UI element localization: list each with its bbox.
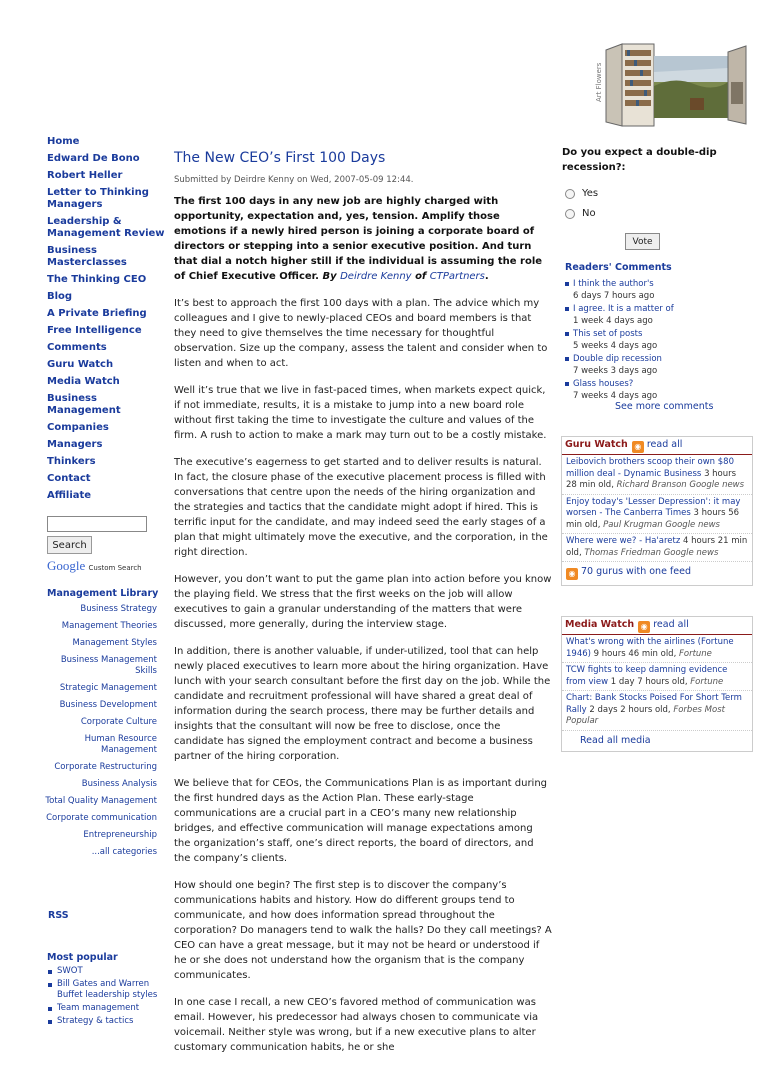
article-paragraph: In addition, there is another valuable, if under-utilized, tool that can help newly placed executives to learn more about the hiring organization. Have lunch with your search consultant before the first day on the job. While the candidate and recruitment professional will have shared a great deal of information during the search process, there may be further details and insights that the consultant will now be free to disclose, once the candidate has signed the employment contract and become a business partner of the hiring corporation. bbox=[174, 646, 551, 762]
media-watch-header bbox=[562, 617, 752, 635]
library-item[interactable]: Management Theories bbox=[61, 621, 157, 631]
media-watch-title: Media Watch bbox=[565, 619, 635, 630]
library-item[interactable]: Strategic Management bbox=[59, 683, 157, 693]
comment-link[interactable]: This set of posts bbox=[573, 329, 643, 339]
article-paragraph: It’s best to approach the first 100 days with a plan. The advice which my colleagues and I give to newly-placed CEOs and board members is that they need to give themselves the time necessary for thoughtful observation. Size up the company, assess the talent and consider when to listen and when to act. bbox=[174, 298, 548, 369]
most-popular-item[interactable]: Bill Gates and Warren Buffet leadership styles bbox=[47, 979, 167, 1001]
library-item[interactable]: Management Styles bbox=[72, 638, 157, 648]
nav-business-masterclasses[interactable]: Business Masterclasses bbox=[47, 245, 127, 268]
gurus-feed-link[interactable]: 70 gurus with one feed bbox=[581, 566, 691, 577]
lead-of: of bbox=[415, 271, 427, 282]
readers-comments-title: Readers' Comments bbox=[565, 262, 672, 273]
guru-item-source: Paul Krugman Google news bbox=[603, 519, 720, 530]
custom-search-label: Custom Search bbox=[88, 564, 142, 572]
nav-thinkers[interactable]: Thinkers bbox=[47, 456, 96, 467]
guru-item-link[interactable]: Where were we? - Ha'aretz bbox=[566, 536, 681, 546]
article-paragraph: In one case I recall, a new CEO’s favored method of communication was email. However, his predecessor had always chosen to communicate via voicemail. Neither style was wrong, but if a new executive plans to alter customary communication habits, he or she bbox=[174, 997, 539, 1053]
article-byline: Submitted by Deirdre Kenny on Wed, 2007-05-09 12:44. bbox=[174, 175, 414, 185]
nav-private-briefing[interactable]: A Private Briefing bbox=[47, 308, 147, 319]
search-input[interactable] bbox=[47, 516, 147, 532]
guru-watch-box bbox=[561, 436, 753, 586]
library-item[interactable]: Corporate Restructuring bbox=[54, 762, 157, 772]
poll-radio-yes[interactable] bbox=[565, 189, 575, 199]
left-navigation bbox=[47, 136, 165, 507]
nav-letter-to-thinking-managers[interactable]: Letter to Thinking Managers bbox=[47, 187, 149, 210]
comment-item bbox=[563, 278, 753, 302]
library-item[interactable]: Business Development bbox=[59, 700, 157, 710]
nav-robert-heller[interactable]: Robert Heller bbox=[47, 170, 123, 181]
media-item bbox=[562, 663, 752, 691]
comment-link[interactable]: I agree. It is a matter of bbox=[573, 304, 674, 314]
rss-icon[interactable]: ◉ bbox=[566, 568, 578, 580]
media-item-source: Fortune bbox=[678, 648, 712, 659]
google-logo: Google bbox=[47, 558, 86, 573]
comment-item bbox=[563, 353, 753, 377]
library-item[interactable]: Entrepreneurship bbox=[83, 830, 157, 840]
article-title[interactable]: The New CEO’s First 100 Days bbox=[174, 150, 386, 166]
management-library-title[interactable]: Management Library bbox=[47, 588, 159, 599]
article-lead bbox=[174, 194, 552, 284]
nav-business-management[interactable]: Business Management bbox=[47, 393, 121, 416]
comment-link[interactable]: I think the author's bbox=[573, 279, 654, 289]
art-caption: Art Flowers bbox=[595, 62, 603, 102]
guru-item bbox=[562, 495, 752, 535]
guru-item-meta: 4 hours 21 min old, bbox=[566, 536, 748, 558]
comment-age: 7 weeks 4 days ago bbox=[573, 391, 658, 401]
article-paragraph: We believe that for CEOs, the Communications Plan is as important during the first hundred days as the Action Plan. These early-stage communications are a crucial part in a CEO’s many new relationship bridges, and effective communication will manage expectations among the organization’s staff, one’s direct reports, the board of directors, and the company’s clients. bbox=[174, 778, 548, 864]
media-item-source: Fortune bbox=[690, 676, 724, 687]
see-more-comments-link[interactable]: See more comments bbox=[615, 401, 714, 412]
lead-end: . bbox=[484, 271, 489, 282]
guru-item-meta: 3 hours 56 min old, bbox=[566, 508, 740, 530]
library-item[interactable]: Corporate communication bbox=[46, 813, 157, 823]
nav-comments[interactable]: Comments bbox=[47, 342, 107, 353]
nav-media-watch[interactable]: Media Watch bbox=[47, 376, 120, 387]
most-popular-title: Most popular bbox=[47, 952, 118, 963]
rss-icon[interactable]: ◉ bbox=[638, 621, 650, 633]
lead-text: The first 100 days in any new job are highly charged with opportunity, expectation and, yes, tension. Amplify those emotions if a newly hired person is joining a corporate board of directors or stepping into a senior executive position. And turn that dial a notch higher still if the individual is assuming the role of Chief Executive Officer. bbox=[174, 196, 543, 282]
guru-footer bbox=[562, 562, 752, 585]
media-item-source: Forbes Most Popular bbox=[566, 704, 725, 726]
article-paragraph: However, you don’t want to put the game plan into action before you know the playing field. We stress that the first weeks on the job will allow executives to gain a granular understanding of the matters that were discussed, more generally, during the interview stage. bbox=[174, 574, 552, 630]
nav-affiliate[interactable]: Affiliate bbox=[47, 490, 92, 501]
media-item-meta: 2 days 2 hours old, bbox=[589, 704, 671, 715]
media-watch-box bbox=[561, 616, 753, 752]
comment-item bbox=[563, 378, 753, 402]
rss-icon[interactable]: ◉ bbox=[632, 441, 644, 453]
article-paragraph: Well it’s true that we live in fast-paced times, when markets expect quick, if not immediate, results, it is a mistake to jump into a new board role without first taking the time to investigate the culture and values of the firm. A rush to action to make a mark may turn out to be a costly mistake. bbox=[174, 385, 547, 441]
art-illustration bbox=[594, 42, 752, 128]
media-footer bbox=[562, 731, 752, 751]
vote-button[interactable]: Vote bbox=[625, 233, 660, 250]
poll-option-yes[interactable]: Yes bbox=[582, 188, 599, 199]
comment-age: 7 weeks 3 days ago bbox=[573, 366, 658, 376]
nav-companies[interactable]: Companies bbox=[47, 422, 109, 433]
library-item[interactable]: ...all categories bbox=[91, 847, 157, 857]
lead-by: By bbox=[322, 271, 337, 282]
most-popular-list bbox=[47, 966, 167, 1029]
guru-item-source: Thomas Friedman Google news bbox=[584, 547, 719, 558]
comment-link[interactable]: Double dip recession bbox=[573, 354, 662, 364]
comment-age: 1 week 4 days ago bbox=[573, 316, 653, 326]
guru-item-meta: 3 hours 28 min old, bbox=[566, 468, 737, 490]
poll-question: Do you expect a double-dip recession?: bbox=[562, 147, 717, 173]
guru-item-link[interactable]: Leibovich brothers scoop their own $80 million deal - Dynamic Business bbox=[566, 457, 734, 479]
nav-free-intelligence[interactable]: Free Intelligence bbox=[47, 325, 142, 336]
rss-link[interactable]: RSS bbox=[48, 910, 69, 921]
nav-home[interactable]: Home bbox=[47, 136, 80, 147]
management-library-list bbox=[40, 604, 157, 864]
guru-item bbox=[562, 455, 752, 495]
media-item bbox=[562, 691, 752, 731]
media-item-link[interactable]: TCW fights to keep damning evidence from view bbox=[566, 665, 728, 687]
media-item-link[interactable]: Chart: Bank Stocks Poised For Short Term Rally bbox=[566, 693, 742, 715]
library-item[interactable]: Business Management Skills bbox=[60, 655, 157, 676]
guru-item bbox=[562, 534, 752, 562]
library-item[interactable]: Total Quality Management bbox=[45, 796, 157, 806]
comment-age: 5 weeks 4 days ago bbox=[573, 341, 658, 351]
comment-item bbox=[563, 328, 753, 352]
media-item-meta: 9 hours 46 min old, bbox=[593, 648, 677, 659]
search-button[interactable]: Search bbox=[47, 536, 92, 554]
readers-comments-list bbox=[563, 278, 753, 403]
nav-edward-de-bono[interactable]: Edward De Bono bbox=[47, 153, 140, 164]
poll-option-no[interactable]: No bbox=[582, 208, 596, 219]
library-item[interactable]: Corporate Culture bbox=[80, 717, 157, 727]
comment-item bbox=[563, 303, 753, 327]
comment-link[interactable]: Glass houses? bbox=[573, 379, 634, 389]
media-watch-read-all[interactable]: read all bbox=[653, 619, 689, 630]
library-item[interactable]: Human Resource Management bbox=[84, 734, 157, 755]
author-link[interactable]: Deirdre Kenny bbox=[340, 271, 412, 282]
google-custom-search-logo bbox=[47, 558, 142, 574]
nav-blog[interactable]: Blog bbox=[47, 291, 73, 302]
guru-watch-header bbox=[562, 437, 752, 455]
comment-age: 6 days 7 hours ago bbox=[573, 291, 655, 301]
media-item bbox=[562, 635, 752, 663]
most-popular-item[interactable]: Strategy & tactics bbox=[47, 1016, 167, 1027]
article-paragraph: How should one begin? The first step is to discover the company’s communications habits and history. How do different groups tend to communicate, and how does information spread throughout the corporation? Do managers tend to walk the halls? Do they call meetings? A CEO can have a great message, but it may not be heard or understood if he or she does not understand how the organism that is the company communicates. bbox=[174, 880, 552, 981]
nav-managers[interactable]: Managers bbox=[47, 439, 103, 450]
nav-contact[interactable]: Contact bbox=[47, 473, 91, 484]
media-item-meta: 1 day 7 hours old, bbox=[610, 676, 688, 687]
library-item[interactable]: Business Analysis bbox=[81, 779, 157, 789]
read-all-media-link[interactable]: Read all media bbox=[580, 734, 651, 746]
article-paragraph: The executive’s eagerness to get started and to deliver results is natural. In fact, the closure phase of the executive placement process is filled with conversations that centre upon the needs of the hiring organization and the strategies and tactics that the candidate might adopt if hired. This is terrific input for the candidate, and may indeed seed the early stages of a plan that might ultimately move the executive, and the corporation, in the right direction. bbox=[174, 457, 548, 558]
guru-item-source: Richard Branson Google news bbox=[616, 480, 745, 490]
library-item[interactable]: Business Strategy bbox=[80, 604, 157, 614]
guru-watch-read-all[interactable]: read all bbox=[646, 439, 683, 450]
nav-leadership-management-review[interactable]: Leadership & Management Review bbox=[47, 216, 165, 239]
most-popular-item[interactable]: SWOT bbox=[47, 966, 167, 977]
most-popular-item[interactable]: Team management bbox=[47, 1003, 167, 1014]
nav-the-thinking-ceo[interactable]: The Thinking CEO bbox=[47, 274, 147, 285]
guru-watch-title: Guru Watch bbox=[565, 439, 628, 450]
poll-radio-no[interactable] bbox=[565, 209, 575, 219]
article bbox=[174, 150, 552, 1065]
company-link[interactable]: CTPartners bbox=[429, 271, 485, 282]
guru-item-link[interactable]: Enjoy today's 'Lesser Depression': it may worsen - The Canberra Times bbox=[566, 496, 741, 518]
nav-guru-watch[interactable]: Guru Watch bbox=[47, 359, 114, 370]
media-item-link[interactable]: What's wrong with the airlines (Fortune 1946) bbox=[566, 637, 734, 659]
